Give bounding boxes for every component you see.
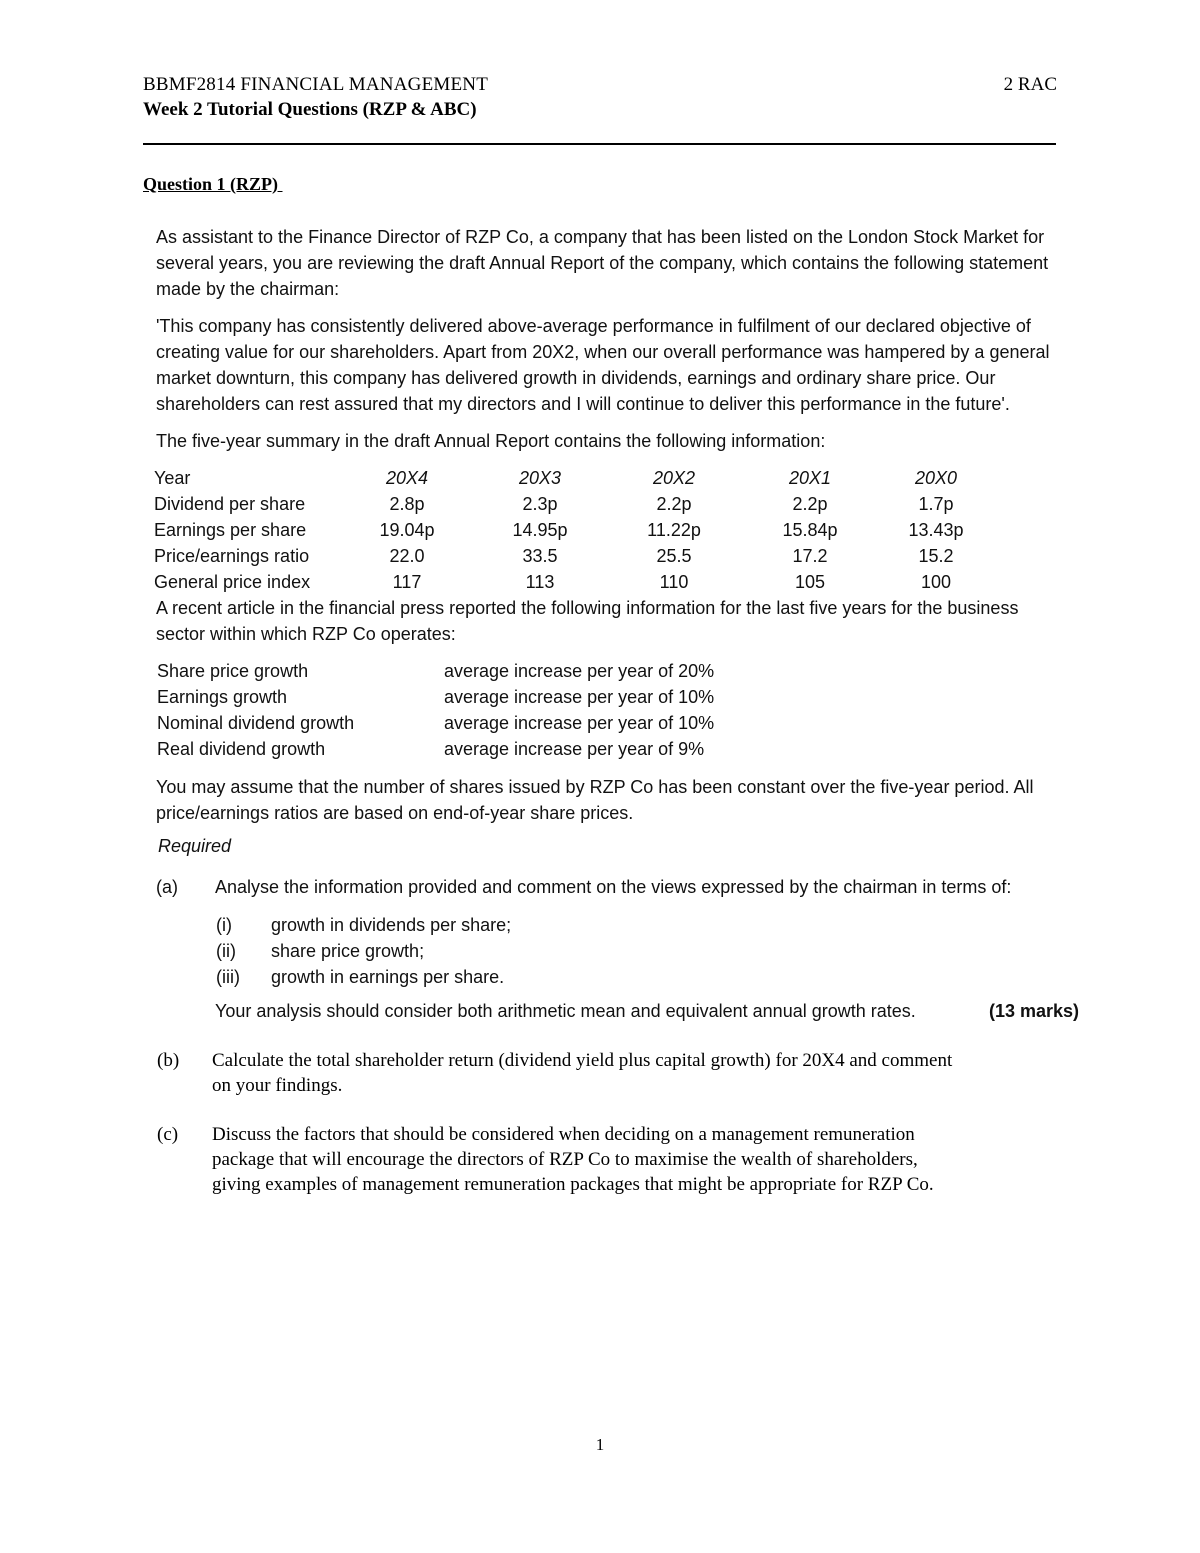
part-c-text	[212, 1122, 1057, 1197]
assumption-line: price/earnings ratios are based on end-of-year share prices.	[156, 803, 634, 823]
marks-label: (13 marks)	[989, 1001, 1080, 1021]
subitem-number: (iii)	[216, 967, 240, 987]
table-cell: 1.7p	[918, 494, 954, 514]
part-b-line: Calculate the total shareholder return (dividend yield plus capital growth) for 20X4 and comment	[212, 1050, 953, 1071]
growth-value: average increase per year of 10%	[444, 687, 715, 707]
table-cell: 2.3p	[522, 494, 558, 514]
growth-label: Nominal dividend growth	[157, 713, 355, 733]
table-header-label: Year	[154, 468, 191, 488]
intro-paragraph	[156, 224, 1066, 302]
assumption-line: You may assume that the number of shares issued by RZP Co has been constant over the five-year period. All	[156, 777, 1034, 797]
table-cell: 14.95p	[512, 520, 568, 540]
part-c-tag: (c)	[157, 1124, 179, 1145]
table-cell: 11.22p	[647, 520, 701, 540]
article-line: A recent article in the financial press reported the following information for the last five years for the business	[156, 598, 1019, 618]
table-cell: 13.43p	[908, 520, 964, 540]
table-header-year: 20X2	[652, 468, 696, 488]
table-cell: 2.2p	[792, 494, 828, 514]
table-cell: 117	[392, 572, 422, 592]
growth-label: Share price growth	[157, 661, 309, 681]
quote-line: 'This company has consistently delivered above-average performance in fulfilment of our declared objective of	[156, 316, 1031, 336]
part-b-text	[212, 1048, 1057, 1098]
subitem-number: (ii)	[216, 941, 236, 961]
intro-line: made by the chairman:	[156, 279, 340, 299]
part-b-tag: (b)	[157, 1050, 180, 1071]
page-header	[143, 72, 488, 122]
growth-label: Earnings growth	[157, 687, 288, 707]
table-cell: 2.2p	[656, 494, 692, 514]
intro-line: As assistant to the Finance Director of RZP Co, a company that has been listed on the London Stock Market for	[156, 227, 1045, 247]
subitem-text: growth in dividends per share;	[271, 915, 512, 935]
question-title: Question 1 (RZP)	[143, 174, 283, 194]
growth-value: average increase per year of 20%	[444, 661, 715, 681]
table-cell: 33.5	[522, 546, 558, 566]
intro-line: several years, you are reviewing the draft Annual Report of the company, which contains the following statement	[156, 253, 1049, 273]
growth-value: average increase per year of 9%	[444, 739, 705, 759]
growth-label: Real dividend growth	[157, 739, 326, 759]
table-cell: 22.0	[389, 546, 425, 566]
table-cell: 15.84p	[782, 520, 838, 540]
table-header-year: 20X4	[385, 468, 429, 488]
quote-line: market downturn, this company has delivered growth in dividends, earnings and ordinary share price. Our	[156, 368, 996, 388]
table-row-label: Earnings per share	[154, 520, 307, 540]
table-cell: 105	[794, 572, 826, 592]
subitem-text: growth in earnings per share.	[271, 967, 505, 987]
summary-intro-text: The five-year summary in the draft Annual Report contains the following information:	[156, 431, 826, 451]
part-a-tag: (a)	[156, 877, 178, 897]
part-c-line: giving examples of management remuneration packages that might be appropriate for RZP Co.	[212, 1174, 934, 1195]
growth-value: average increase per year of 10%	[444, 713, 715, 733]
table-cell: 2.8p	[389, 494, 425, 514]
subitem-text: share price growth;	[271, 941, 425, 961]
table-cell: 110	[659, 572, 689, 592]
assumption-paragraph	[156, 774, 1066, 826]
part-c-line: Discuss the factors that should be considered when deciding on a management remuneration	[212, 1124, 915, 1145]
header-divider	[143, 143, 1056, 145]
part-c	[157, 1122, 1057, 1197]
analysis-note: Your analysis should consider both arithmetic mean and equivalent annual growth rates.	[215, 1001, 916, 1021]
table-cell: 25.5	[656, 546, 692, 566]
chairman-quote	[156, 313, 1066, 417]
table-row-label: Dividend per share	[154, 494, 306, 514]
course-title: BBMF2814 FINANCIAL MANAGEMENT	[143, 74, 488, 95]
required-heading: Required	[158, 836, 232, 856]
quote-line: creating value for our shareholders. Apart from 20X2, when our overall performance was hampered by a general	[156, 342, 1050, 362]
header-right-label: 2 RAC	[1003, 74, 1057, 95]
tutorial-subtitle: Week 2 Tutorial Questions (RZP & ABC)	[143, 99, 477, 120]
quote-line: shareholders can rest assured that my directors and I will continue to deliver this performance in the future'.	[156, 394, 1010, 414]
table-header-year: 20X3	[518, 468, 562, 488]
table-row-label: General price index	[154, 572, 311, 592]
summary-intro	[156, 428, 1066, 454]
part-b	[157, 1048, 1057, 1098]
part-c-line: package that will encourage the directors of RZP Co to maximise the wealth of shareholders,	[212, 1149, 918, 1170]
table-cell: 17.2	[792, 546, 828, 566]
part-b-line: on your findings.	[212, 1075, 343, 1096]
page-number: 1	[595, 1435, 605, 1454]
table-cell: 15.2	[918, 546, 954, 566]
subitem-number: (i)	[216, 915, 232, 935]
article-line: sector within which RZP Co operates:	[156, 624, 456, 644]
part-a-text: Analyse the information provided and comment on the views expressed by the chairman in terms of:	[215, 877, 1012, 897]
table-row-label: Price/earnings ratio	[154, 546, 310, 566]
table-cell: 113	[525, 572, 555, 592]
table-cell: 100	[920, 572, 952, 592]
table-cell: 19.04p	[379, 520, 435, 540]
table-header-year: 20X1	[788, 468, 832, 488]
table-header-year: 20X0	[914, 468, 958, 488]
article-intro	[156, 595, 1066, 647]
